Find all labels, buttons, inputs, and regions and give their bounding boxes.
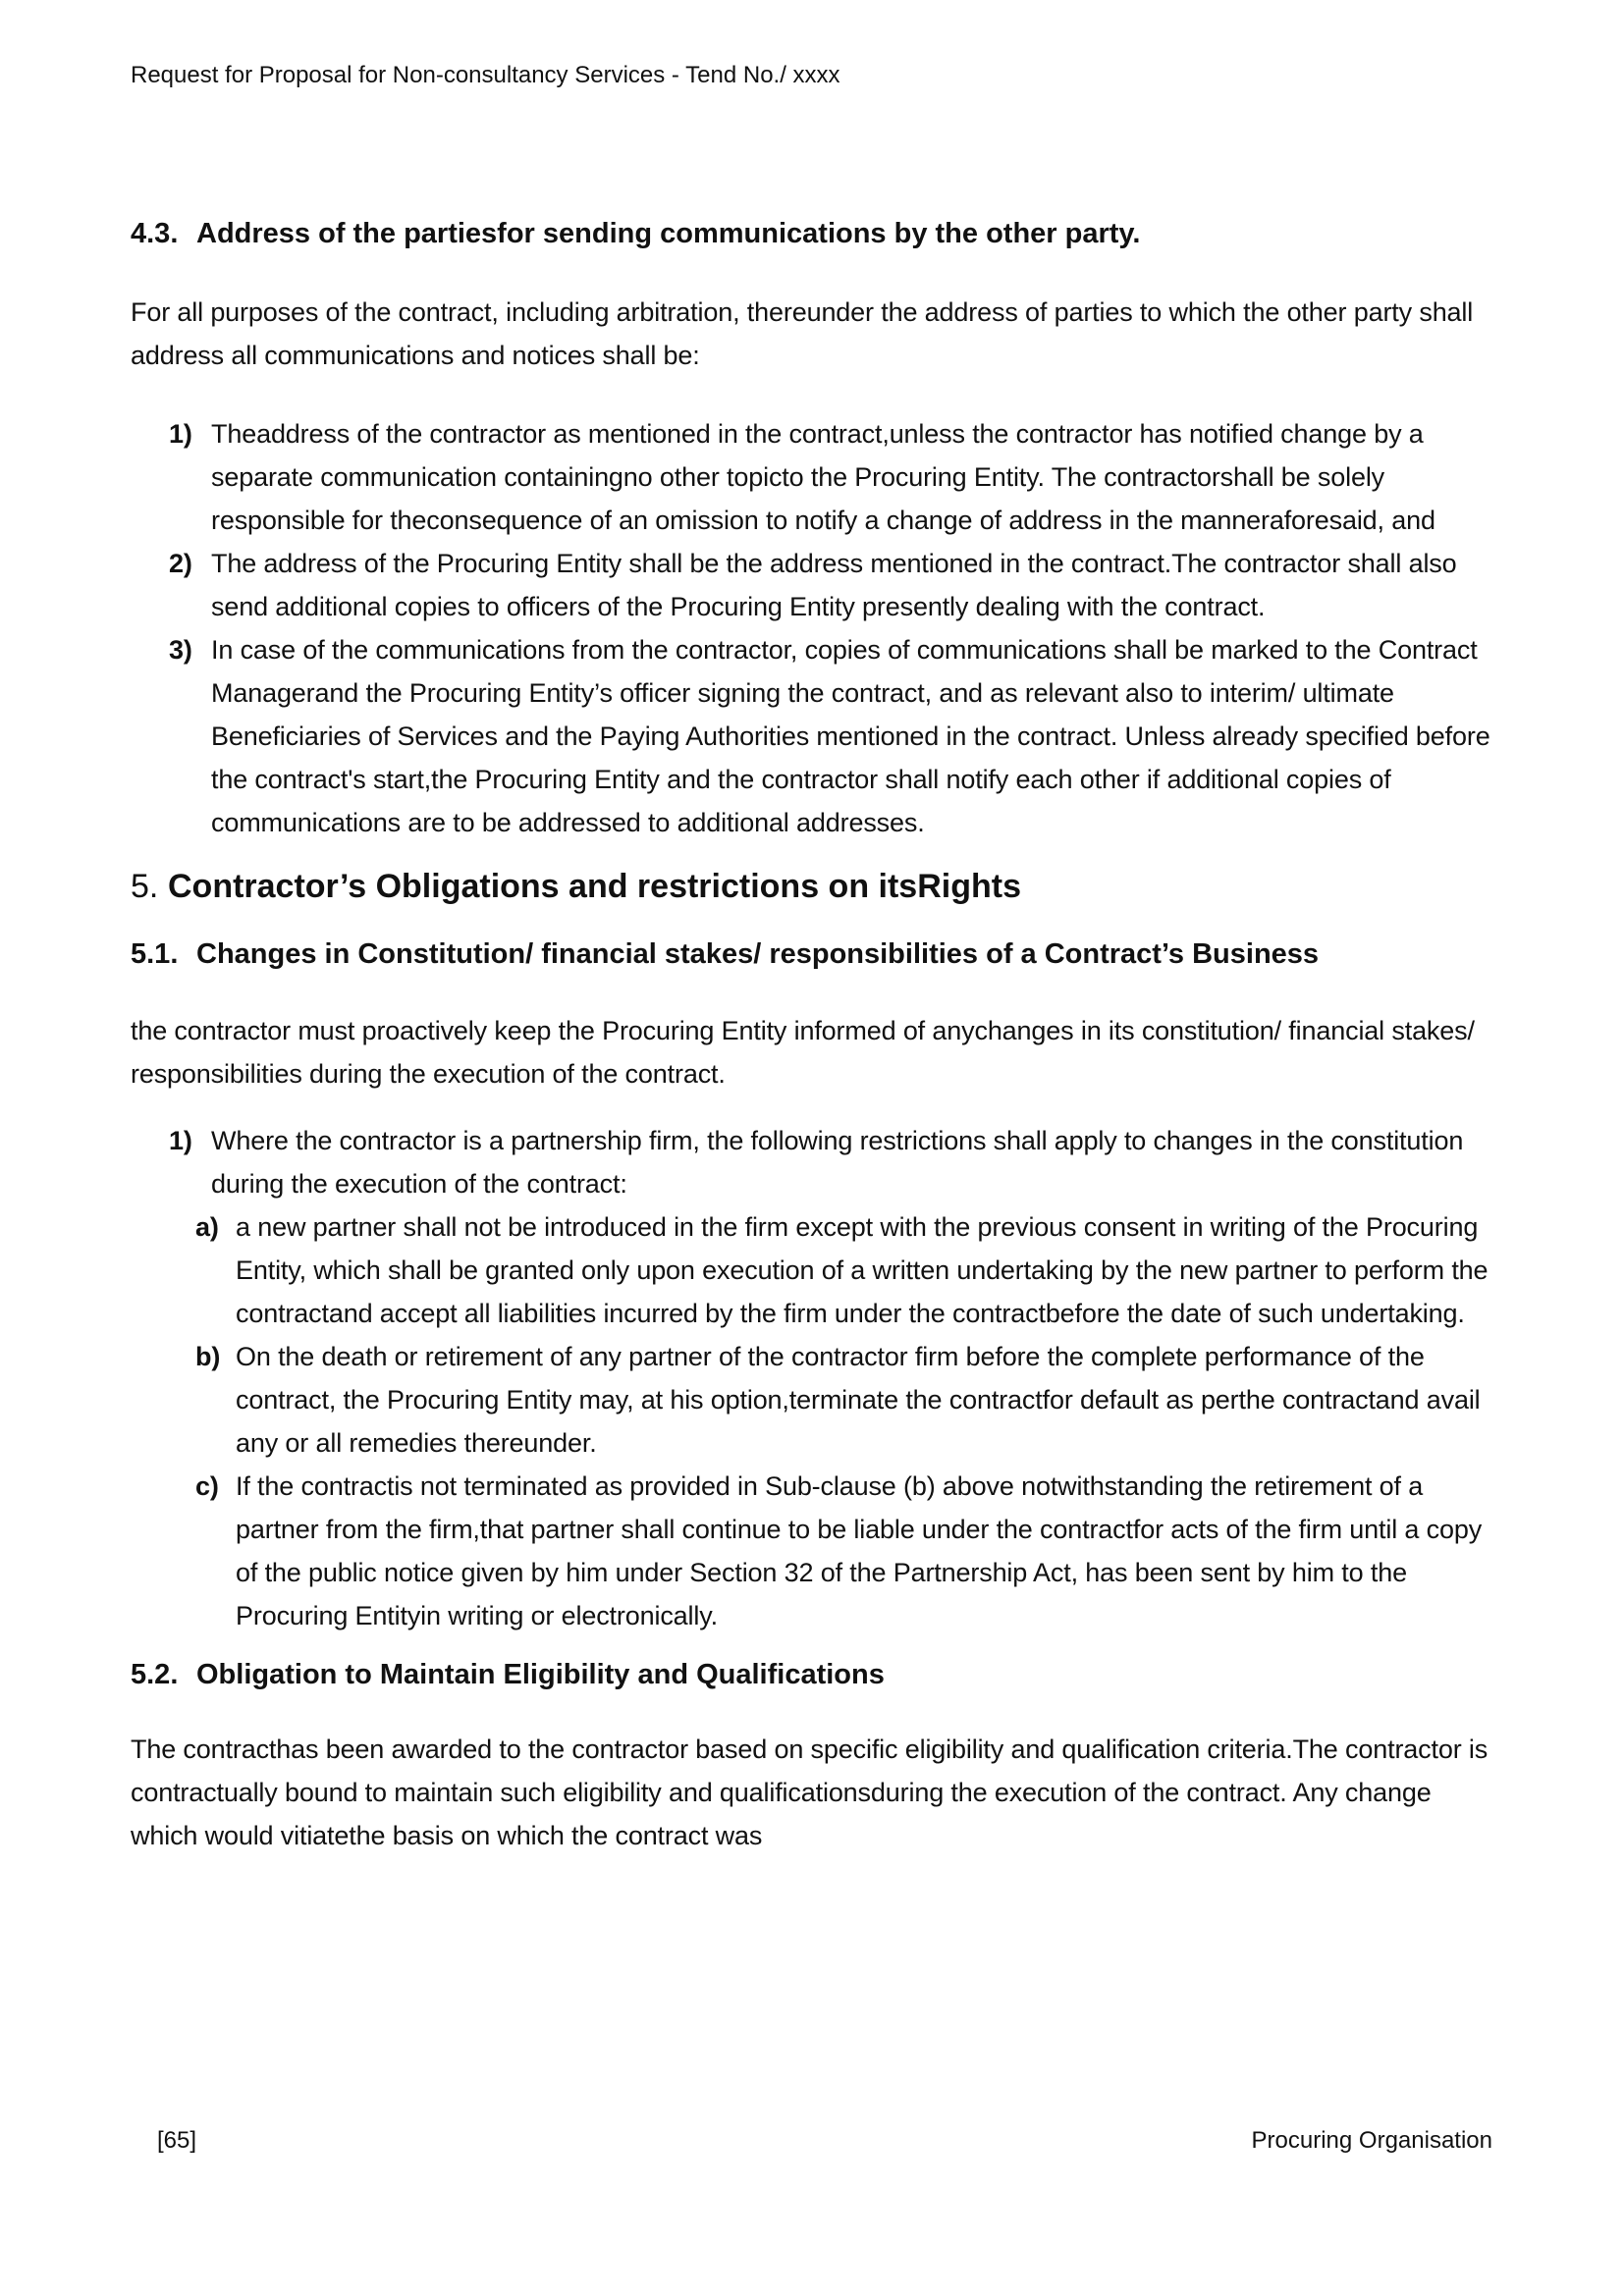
list-item: [169, 542, 1492, 628]
section-5-title: Contractor’s Obligations and restrictions on itsRights: [168, 868, 1021, 905]
list-item-text: The address of the Procuring Entity shall be the address mentioned in the contract.The contractor shall also send additional copies to officers of the Procuring Entity presently dealing with the contract.: [211, 549, 1457, 621]
section-5-1-title: Changes in Constitution/ financial stakes/ responsibilities of a Contract’s Business: [196, 938, 1320, 970]
section-4-3-title: Address of the partiesfor sending communications by the other party.: [196, 218, 1141, 249]
list-item-text: In case of the communications from the contractor, copies of communications shall be marked to the Contract Managerand the Procuring Entity’s officer signing the contract, and as relevant also to interim/ ultimate Beneficiaries of Services and the Paying Authorities mentioned in the contract. Unless already specified before the contract's start,the Procuring Entity and the contractor shall notify each other if additional copies of communications are to be addressed to additional addresses.: [211, 635, 1490, 837]
section-5-2-title: Obligation to Maintain Eligibility and Qualifications: [196, 1659, 885, 1690]
sublist-item-marker: a): [195, 1212, 219, 1242]
list-item-marker: 2): [169, 549, 192, 578]
running-header: Request for Proposal for Non-consultancy Services - Tend No./ xxxx: [131, 62, 840, 88]
footer-organisation: Procuring Organisation: [1251, 2127, 1492, 2154]
list-item: [169, 1119, 1492, 1205]
section-5-2-heading: [131, 1657, 1492, 1692]
section-4-3-intro-paragraph: For all purposes of the contract, including arbitration, thereunder the address of parties to which the other party shall address all communications and notices shall be:: [131, 297, 1474, 370]
section-5-2-number: 5.2.: [131, 1659, 179, 1690]
sublist-item-text: If the contractis not terminated as provided in Sub-clause (b) above notwithstanding the retirement of a partner from the firm,that partner shall continue to be liable under the contractfor acts of the firm until a copy of the public notice given by him under Section 32 of the Partnership Act, has been sent by him to the Procuring Entityin writing or electronically.: [236, 1471, 1483, 1630]
section-5-1-lettered-sublist: [169, 1205, 1492, 1637]
list-item-text: Where the contractor is a partnership firm, the following restrictions shall apply to changes in the constitution during the execution of the contract:: [211, 1126, 1464, 1199]
section-5-1-heading: [131, 936, 1492, 972]
sublist-item-marker: c): [195, 1471, 219, 1501]
sublist-item-marker: b): [195, 1342, 221, 1371]
sublist-item: [195, 1205, 1492, 1335]
section-4-3-numbered-list: [131, 412, 1492, 844]
section-5-2-intro-paragraph: The contracthas been awarded to the contractor based on specific eligibility and qualification criteria.The contractor is contractually bound to maintain such eligibility and qualificationsduring the execution of the contract. Any change which would vitiatethe basis on which the contract was: [131, 1735, 1489, 1850]
list-item-marker: 3): [169, 635, 192, 665]
list-item-marker: 1): [169, 1126, 192, 1155]
section-5-number: 5.: [131, 868, 159, 905]
list-item-marker: 1): [169, 419, 192, 449]
section-5-1-numbered-list: [131, 1119, 1492, 1637]
sublist-item: [195, 1335, 1492, 1465]
page-number: [65]: [157, 2127, 197, 2154]
section-4-3-heading: [131, 216, 1492, 251]
page-footer: [0, 2126, 1624, 2156]
sublist-item-text: On the death or retirement of any partner of the contractor firm before the complete performance of the contract, the Procuring Entity may, at his option,terminate the contractfor default as perthe contractand avail any or all remedies thereunder.: [236, 1342, 1481, 1458]
section-5-heading: [131, 866, 1492, 907]
list-item-text: Theaddress of the contractor as mentioned in the contract,unless the contractor has notified change by a separate communication containingno other topicto the Procuring Entity. The contractorshall be solely responsible for theconsequence of an omission to notify a change of address in the manneraforesaid, and: [211, 419, 1435, 535]
sublist-item-text: a new partner shall not be introduced in the firm except with the previous consent in writing of the Procuring Entity, which shall be granted only upon execution of a written undertaking by the new partner to perform the contractand accept all liabilities incurred by the firm under the contractbefore the date of such undertaking.: [236, 1212, 1489, 1328]
list-item: [169, 412, 1492, 542]
section-5-1-intro-paragraph: the contractor must proactively keep the Procuring Entity informed of anychanges in its constitution/ financial stakes/ responsibilities during the execution of the contract.: [131, 1016, 1475, 1089]
section-4-3-number: 4.3.: [131, 218, 179, 249]
section-5-1-number: 5.1.: [131, 938, 179, 970]
sublist-item: [195, 1465, 1492, 1637]
list-item: [169, 628, 1492, 844]
